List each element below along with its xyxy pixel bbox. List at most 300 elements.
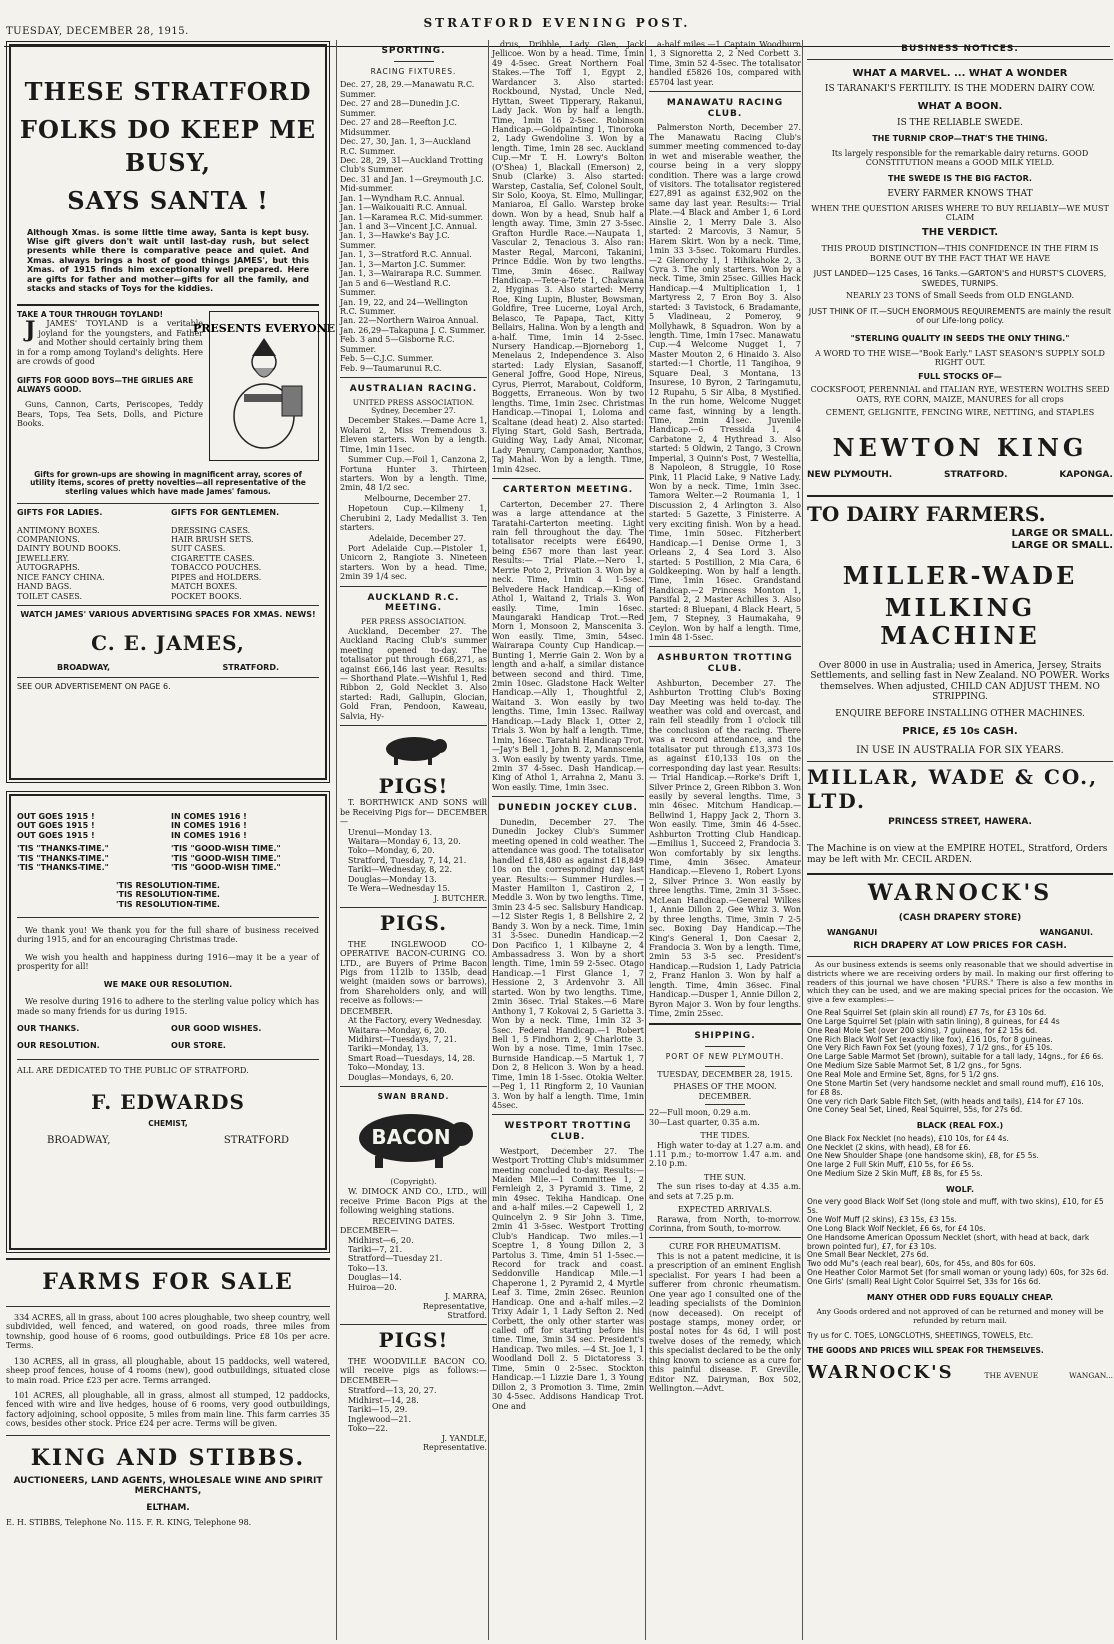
- distinction-line: THIS PROUD DISTINCTION—THIS CONFIDENCE IN THE FIRM IS BORNE OUT BY THE FACT THAT WE HAVE: [821, 244, 1099, 263]
- dimock-month: DECEMBER—: [340, 1226, 399, 1236]
- marra-name: J. MARRA,: [444, 1292, 487, 1302]
- ladies-heading: GIFTS FOR LADIES.: [17, 508, 103, 518]
- wanganui-right: WANGANUI.: [1039, 927, 1093, 937]
- list-item: Jan. 1 and 3—Vincent J.C. Annual.: [340, 222, 478, 232]
- moon-heading: PHASES OF THE MOON.: [673, 1082, 777, 1092]
- moon-line: 22—Full moon, 0.29 a.m.: [649, 1108, 751, 1118]
- list-item: Te Wera—Wednesday 15.: [348, 884, 450, 894]
- divider: [17, 503, 319, 504]
- aus-assoc: UNITED PRESS ASSOCIATION.: [352, 397, 475, 407]
- list-item: Midhirst—14, 28.: [348, 1395, 419, 1405]
- out-line: OUT GOES 1915 !: [17, 821, 95, 831]
- list-item: MATCH BOXES.: [171, 582, 238, 592]
- column-2: [336, 40, 487, 1640]
- list-item: Douglas—Monday 13.: [348, 874, 437, 884]
- warnocks-title: WARNOCK'S: [867, 880, 1053, 907]
- divider: [807, 956, 1113, 957]
- verdict-line: THE VERDICT.: [921, 226, 999, 238]
- list-item: Waitara—Monday, 6, 20.: [348, 1025, 447, 1035]
- pig-illustration-1: [340, 732, 487, 768]
- divider: [340, 377, 487, 378]
- divider: [17, 917, 319, 918]
- list-item: HAND BAGS.: [17, 582, 72, 592]
- gift-headings: [17, 508, 319, 517]
- thanks-line: 'TIS "THANKS-TIME.": [17, 853, 109, 863]
- gentlemen-heading: GIFTS FOR GENTLEMEN.: [171, 508, 280, 518]
- aus-para: Melbourne, December 27.: [364, 493, 471, 503]
- yandle-role: Representative.: [423, 1442, 487, 1452]
- our-thanks: OUR THANKS.: [17, 1024, 80, 1033]
- divider: [6, 1435, 330, 1436]
- list-item: Jan. 1, 3—Wairarapa R.C. Summer.: [340, 269, 482, 279]
- edwards-town: STRATFORD: [223, 1134, 289, 1146]
- receiving-dates: RECEIVING DATES.: [372, 1216, 455, 1226]
- resolution-line: 'TIS RESOLUTION-TIME.: [116, 890, 220, 900]
- woodville-list: [340, 1386, 487, 1433]
- list-item: Dec. 27, 28, 29.—Manawatu R.C. Summer.: [340, 80, 475, 99]
- resolution-time: [17, 881, 319, 909]
- divider: [340, 725, 487, 726]
- just-landed-line: JUST LANDED—125 Cases, 16 Tanks.—GARTON'S and HURST'S CLOVERS, SWEDES, TURNIPS.: [813, 269, 1107, 288]
- dedicated-text: ALL ARE DEDICATED TO THE PUBLIC OF STRATFORD.: [17, 1065, 249, 1075]
- princess-street: PRINCESS STREET, HAWERA.: [888, 817, 1032, 828]
- think-line: JUST THINK OF IT.—SUCH ENORMOUS REQUIREMENTS are mainly the result of our Life-long policy.: [808, 306, 1112, 326]
- farms-title: FARMS FOR SALE: [42, 1269, 294, 1295]
- divider: [17, 304, 319, 306]
- warnocks-towns: [807, 924, 1113, 941]
- racing-fixtures-heading: RACING FIXTURES.: [370, 66, 457, 76]
- large-small-2: LARGE OR SMALL.: [1011, 539, 1113, 551]
- king-stibbs-desc: AUCTIONEERS, LAND AGENTS, WHOLESALE WINE AND SPIRIT MERCHANTS,: [13, 1475, 323, 1497]
- inglewood-text: THE INGLEWOOD CO-OPERATIVE BACON-CURING CO. LTD., are Buyers of Prime Bacon Pigs from 112lb to 135lb, dead weight (maiden sows or barrows), from Shareholders only, and will receive as follows:—: [340, 939, 487, 1006]
- edwards-ad: [9, 794, 327, 1250]
- dunedin-text: Dunedin, December 27. The Dunedin Jockey Club's Summer meeting opened in cold weather. The attendance was good. The totalisator handled £18,480 as against £18,849 10s on the corresponding day last year. Results:— Summer Hurdles.—Master Hamilton 1, Castiron 2, I Meddle 3. Won by two lengths. Time, 3min 23 4-5 sec. Salisbury Handicap.—12 Sister Regis 1, 8 Bellshire 2, 2 Bandy 3. Won by a neck. Time, 1min 31 3-5sec. Dunedin Handicap.—2 Don Pacifico 1, 1 Kilbayne 2, 4 Ambassadress 3. Won by a short length. Time, 1min 59 2-5sec. Otago Handicap.—1 First Glance 1, 7 Hessione 2, 3 Ardenvohr 3. All started. Won by two lengths. Time, 2min 36sec. Trial Stakes.—6 Mare Anthony 1, 7 Kokovai 2, 5 Garietta 3. Won by a neck. Time, 1min 32 3-5sec. Federal Handicap.—1 Robert Bell 1, 5 Findhorn 2, 9 Charlotte 3. Won by a nose. Time, 1min 17sec. Burnside Handicap.—5 Martuk 1, 7 Don 2, 8 Helicon 3. Won by a head. Time, 1min 18 1-5sec. Otokia Welter.—Peg 1, 11 Ringform 2, 10 Vaunian 3. Won by half a length. Time, 1min 45sec.: [492, 817, 644, 1111]
- list-item: Midhirst—6, 20.: [348, 1235, 414, 1245]
- toys-list: Guns, Cannon, Carts, Periscopes, Teddy Bears, Tops, Tea Sets, Dolls, and Picture Books.: [17, 400, 203, 429]
- santa-icon: [192, 316, 336, 456]
- list-item: CIGARETTE CASES.: [171, 553, 255, 563]
- list-item: Stratford, Tuesday, 7, 14, 21.: [348, 855, 467, 865]
- list-item: SUIT CASES.: [171, 544, 226, 554]
- miller-wade-title: MILLER-WADE: [842, 560, 1078, 590]
- the-avenue: THE AVENUE: [984, 1370, 1039, 1380]
- wolf-heading: WOLF.: [945, 1184, 975, 1194]
- list-item: Dec. 28, 29, 31—Auckland Trotting Club's Summer.: [340, 155, 484, 175]
- list-item: Feb. 9—Taumarunui R.C.: [340, 363, 442, 373]
- list-item: One Large Squirrel Set (plain with satin lining), 8 guineas, for £4 4s: [807, 1016, 1060, 1026]
- list-item: Stratford—13, 20, 27.: [348, 1386, 437, 1396]
- column-3: [488, 40, 644, 1640]
- list-item: TOBACCO POUCHES.: [171, 563, 262, 573]
- moon-line: 30—Last quarter, 0.35 a.m.: [649, 1117, 760, 1127]
- town-stratford: STRATFORD.: [943, 469, 1008, 480]
- list-item: Jan. 1—Waikouaiti R.C. Annual.: [340, 203, 468, 213]
- black-fox-heading: BLACK (REAL FOX.): [916, 1121, 1004, 1131]
- list-item: One Handsome American Opossum Necklet (short, with head at back, dark brown pointed fur), £7, for £3 10s.: [807, 1232, 1090, 1251]
- divider: [17, 605, 319, 606]
- auckland-rc-heading: AUCKLAND R.C. MEETING.: [367, 592, 460, 614]
- machine-view-text: The Machine is on view at the EMPIRE HOTEL, Stratford, Orders may be left with Mr. CECIL ARDEN.: [807, 844, 1108, 865]
- list-item: Tariki—Wednesday, 8, 22.: [348, 865, 453, 875]
- sterling-line: "STERLING QUALITY IN SEEDS THE ONLY THING.": [850, 333, 1070, 343]
- list-item: DRESSING CASES.: [171, 525, 251, 535]
- list-item: One Stone Martin Set (very handsome necklet and small round muff), £16 10s, for £8 8s.: [807, 1078, 1104, 1097]
- moon-month: DECEMBER.: [698, 1091, 752, 1101]
- gift-lists: [17, 526, 319, 602]
- santa-intro: Although Xmas. is some little time away, Santa is kept busy. Wise gift givers don't wait until last-day rush, but select presents while there is comparative peace and quiet. And Xmas. always brings a host of good things JAMES', but this Xmas. of 1915 finds him exceptionally well prepared. Here are gifts for father and mother—gifts for all the family, and stacks and stacks of Toys for the kiddies.: [27, 227, 309, 294]
- edwards-address: [17, 1129, 319, 1147]
- australian-racing-heading: AUSTRALIAN RACING.: [349, 384, 478, 395]
- list-item: Douglas—Mondays, 6, 20.: [348, 1072, 454, 1082]
- list-item: Jan. 26,29—Takapuna J. C. Summer.: [340, 325, 486, 335]
- arrivals-text: Rarawa, from North, to-morrow. Corinna, from South, to-morrow.: [649, 1214, 801, 1234]
- list-item: Jan. 1, 3—Hawke's Bay J.C. Summer.: [340, 231, 450, 250]
- big-factor-line: THE SWEDE IS THE BIG FACTOR.: [888, 173, 1032, 183]
- wanganui-foot: WANGAN...: [1069, 1370, 1113, 1380]
- list-item: One large 2 Full Skin Muff, £10 5s, for £6 5s.: [807, 1160, 974, 1170]
- list-item: Jan 5 and 6—Westland R.C. Summer.: [340, 278, 451, 298]
- farm-listing: 130 ACRES, all in grass, all ploughable, about 15 paddocks, well watered, sheep proof fences, house of 4 rooms (new), good outbuildings, situated close to main road. Price £23 per acre. Terms arranged.: [6, 1356, 330, 1385]
- rheumatism-heading: CURE FOR RHEUMATISM.: [669, 1242, 781, 1252]
- tides-text: High water to-day at 1.27 a.m. and 1.11 p.m.; to-morrow 1.47 a.m. and 2.10 p.m.: [649, 1140, 801, 1169]
- divider: [340, 586, 487, 587]
- pigs-title-1: PIGS!: [378, 773, 449, 798]
- fixtures-list: [340, 80, 487, 373]
- grownups-text: Gifts for grown-ups are showing in magnificent array, scores of utility items, scores of pretty novelties—all representative of the sterling values which have made James' famous.: [30, 469, 306, 497]
- try-us-text: Try us for C. TOES, LONGCLOTHS, SHEETINGS, TOWELS, Etc.: [807, 1330, 1034, 1340]
- santa-title-1: THESE STRATFORD: [24, 77, 312, 106]
- list-item: Urenui—Monday 13.: [348, 827, 432, 837]
- list-item: Tariki—7, 21.: [348, 1244, 403, 1254]
- enquire-line: ENQUIRE BEFORE INSTALLING OTHER MACHINES.: [835, 709, 1085, 720]
- divider: [340, 907, 487, 908]
- in-comes: [171, 812, 319, 840]
- turnip-line: THE TURNIP CROP—THAT'S THE THING.: [872, 134, 1048, 144]
- divider: [807, 761, 1113, 762]
- aus-dateline: Sydney, December 27.: [371, 406, 456, 416]
- resolve-text: We resolve during 1916 to adhere to the sterling value policy which has made so many friends for us during 1915.: [17, 997, 319, 1016]
- list-item: TOILET CASES.: [17, 591, 83, 601]
- list-item: One Real Squirrel Set (plain skin all round) £7 7s, for £3 10s 6d.: [807, 1008, 1047, 1018]
- list-item: Stratford—Tuesday 21.: [348, 1254, 443, 1264]
- column-4: [645, 40, 801, 1640]
- furs-list: [807, 1009, 1113, 1115]
- list-item: HAIR BRUSH SETS.: [171, 535, 254, 545]
- full-stocks-line: FULL STOCKS OF—: [918, 371, 1002, 381]
- price-line: PRICE, £5 10s CASH.: [902, 725, 1018, 737]
- borthwick-list: [340, 828, 487, 894]
- wanganui-left: WANGANUI: [827, 927, 878, 937]
- inglewood-list: [340, 1016, 487, 1082]
- wish-line: 'TIS "GOOD-WISH TIME.": [171, 853, 281, 863]
- divider: [649, 1237, 801, 1238]
- james-address: [17, 663, 319, 672]
- ashburton-heading: ASHBURTON TROTTING CLUB.: [657, 653, 793, 675]
- thanks-line: 'TIS "THANKS-TIME.": [17, 844, 109, 854]
- list-item: One Real Mole Set (over 200 skins), 7 guineas, for £2 15s 6d.: [807, 1025, 1038, 1035]
- westport-heading: WESTPORT TROTTING CLUB.: [504, 1121, 632, 1143]
- wish-line: 'TIS "GOOD-WISH TIME.": [171, 863, 281, 873]
- list-item: Jan. 19, 22, and 24—Wellington R.C. Summer.: [340, 297, 468, 316]
- divider: [807, 59, 1113, 60]
- list-item: Dec. 27, 30, Jan. 1, 3—Auckland R.C. Summer.: [340, 137, 471, 156]
- santa-label-text: PRESENTS EVERYONE: [192, 321, 336, 335]
- list-item: One Wolf Muff (2 skins), £3 15s, £3 15s.: [807, 1215, 957, 1225]
- list-item: One Necklet (2 skins, with head), £8 for £6.: [807, 1142, 971, 1152]
- cash-drapery: (CASH DRAPERY STORE): [898, 913, 1022, 924]
- list-item: One Girls' (small) Real Light Color Squirrel Set, 33s for 16s 6d.: [807, 1276, 1041, 1286]
- any-goods-text: Any Goods ordered and not approved of can be returned and money will be refunded by return mail.: [816, 1307, 1104, 1326]
- town-kaponga: KAPONGA.: [1059, 469, 1113, 480]
- manawatu-heading: MANAWATU RACING CLUB.: [666, 98, 784, 119]
- yandle-name: J. YANDLE,: [441, 1433, 487, 1443]
- tour-heading: TAKE A TOUR THROUGH TOYLAND!: [17, 309, 164, 319]
- borthwick-text: T. BORTHWICK AND SONS will be Receiving Pigs for— DECEMBER—: [340, 798, 487, 827]
- dimock-text: W. DIMOCK AND CO., LTD., will receive Prime Bacon Pigs at the following weighing stations.: [340, 1187, 487, 1216]
- make-resolution: WE MAKE OUR RESOLUTION.: [103, 979, 233, 989]
- divider: [17, 1059, 319, 1060]
- divider: [492, 478, 644, 479]
- westport-text: Westport, December 27. The Westport Trotting Club's midsummer meeting concluded to-day. Results:— Maiden Mile.—1 Committee 1, 2 Fernleigh 2, 3 Pyramid 3. Time, 2 min 49sec. Tekiha Handicap. One and a-half miles.—2 Capewell 1, 2 Quincelyn 2. 9 Sir John 3. Time, 2min 41 3-5sec. Westport Trotting Club's Handicap. Two miles.—1 Sceptre 1, 8 Young Dillon 2, 3 Partolus 3. Time, 4min 51 1-5sec.—Record for track and coast. Seddonville Handicap Mile.—1 Chaperone 1, 2 Pyramid 2, 4 Myrtle Leaf 3. Time, 2min 26sec. Reunion Handicap. One and a-half miles.—2 Trixy Adair 1, 1 Lady Sefton 2. Ned Corbett, the only other starter was called off for starting before his time. Time, 3min 34 sec. President's Handicap. Two miles. —4 St. Joe 1, 1 Woodland Doll 2. 5 Dictatoress 3. Time, 5min 0 2-5sec. Stockton Handicap.—1 Lizzie Dare 1, 3 Young Dillon 2, 3 Promotion 3. Time, 2min 30 4-5sec. Addisons Handicap Trot. One and: [492, 1146, 644, 1411]
- wish-you-text: We wish you health and happiness during 1916—may it be a year of prosperity for all!: [17, 952, 319, 972]
- akl-text: Auckland, December 27. The Auckland Racing Club's summer meeting opened to-day. The totalisator put through £68,271, as against £66,146 last year. Results:— Shorthand Plate.—Wishful 1, Red Ribbon 2, Gold Necklet 3. Also started: Radi, Gallupin, Glocian, Gold Fran, Pendoon, Kaweau, Salvia, Hy-: [340, 626, 487, 721]
- divider: [649, 1023, 801, 1025]
- edwards-street: BROADWAY,: [47, 1134, 111, 1146]
- inglewood-month: DECEMBER.: [340, 1006, 393, 1016]
- sun-text: The sun rises to-day at 4.35 a.m. and sets at 7.25 p.m.: [649, 1182, 801, 1201]
- santa-illustration: [192, 311, 336, 461]
- fertility-line: IS TARANAKI'S FERTILITY. IS THE MODERN DAIRY COW.: [824, 84, 1096, 95]
- divider: [340, 1324, 487, 1325]
- divider: [649, 91, 801, 92]
- divider: [705, 1046, 745, 1047]
- list-item: COMPANIONS.: [17, 535, 80, 545]
- list-item: Tariki—15, 29.: [348, 1405, 408, 1415]
- issue-date: TUESDAY, DECEMBER 28, 1915.: [6, 26, 189, 37]
- list-item: One Coney Seal Set, Lined, Real Squirrel, 55s, for 27s 6d.: [807, 1105, 1023, 1115]
- list-item: Toko—Monday, 13.: [348, 1063, 425, 1073]
- marra-role: Representative,: [423, 1301, 487, 1311]
- largely-line: Its largely responsible for the remarkable dairy returns. GOOD CONSTITUTION means a GOOD MILK YIELD.: [831, 148, 1089, 168]
- in-line: IN COMES 1916 !: [171, 812, 247, 821]
- divider: [17, 677, 319, 678]
- list-item: Feb. 3 and 5—Gisborne R.C. Summer.: [340, 335, 455, 354]
- watch-notice: WATCH JAMES' VARIOUS ADVERTISING SPACES FOR XMAS. NEWS!: [20, 610, 316, 620]
- list-item: Waitara—Monday 6, 13, 20.: [348, 836, 461, 846]
- see-ad: SEE OUR ADVERTISEMENT ON PAGE 6.: [17, 681, 171, 691]
- list-item: Feb. 5—C.J.C. Summer.: [340, 354, 434, 364]
- wish-time: [171, 844, 319, 872]
- large-small-1: LARGE OR SMALL.: [1011, 528, 1113, 540]
- james-santa-ad: [9, 44, 336, 780]
- resolution-line: 'TIS RESOLUTION-TIME.: [116, 899, 220, 909]
- millar-wade-co: MILLAR, WADE & CO., LTD.: [807, 765, 1099, 813]
- divider: [6, 1258, 330, 1260]
- santa-title-2: FOLKS DO KEEP ME BUSY,: [19, 115, 317, 177]
- goods-prices-text: THE GOODS AND PRICES WILL SPEAK FOR THEMSELVES.: [807, 1345, 1044, 1355]
- james-firm-name: C. E. JAMES,: [91, 630, 245, 655]
- list-item: Smart Road—Tuesdays, 14, 28.: [348, 1053, 476, 1063]
- list-item: Inglewood—21.: [348, 1414, 412, 1424]
- list-item: One Medium Size Sable Marmot Set, 8 1/2 gns., for 5gns.: [807, 1061, 1022, 1071]
- swede-line: IS THE RELIABLE SWEDE.: [897, 117, 1023, 128]
- shipping-heading: SHIPPING.: [694, 1031, 756, 1042]
- milking-machine-title: MILKING MACHINE: [880, 593, 1040, 651]
- column-5: [802, 40, 1113, 1640]
- our-store: OUR STORE.: [171, 1041, 226, 1051]
- list-item: DAINTY BOUND BOOKS.: [17, 544, 121, 554]
- westport-continued: a-half miles.—1 Captain Woodburn 1, 3 Signoretta 2, 2 Ned Corbett 3. Time, 3min 52 4-5sec. The totalisator handled £5826 10s, compared with £5704 last year.: [649, 40, 801, 87]
- divider: [394, 61, 434, 62]
- furs-intro: As our business extends is seems only reasonable that we should advertise in districts where we are receiving orders by mail. In making our first offering to readers of this journal we have chosen "FURS." There is also a few months in which they can be used, and we are making special prices for the occasion. We give a few examples:—: [807, 959, 1113, 1005]
- divider: [492, 796, 644, 797]
- every-farmer-line: EVERY FARMER KNOWS THAT: [887, 189, 1033, 200]
- sun-heading: THE SUN.: [704, 1172, 746, 1182]
- list-item: One Rich Black Wolf Set (exactly like fox), £16 10s, for 8 guineas.: [807, 1034, 1053, 1044]
- bacon-pig-illustration: [340, 1108, 487, 1172]
- dairy-farmers-heading: TO DAIRY FARMERS.: [807, 501, 1046, 526]
- akl-assoc: PER PRESS ASSOCIATION.: [360, 616, 467, 626]
- thanks-line: 'TIS "THANKS-TIME.": [17, 863, 109, 873]
- list-item: Toko—22.: [348, 1424, 388, 1434]
- divider: [6, 1306, 330, 1307]
- farm-listing: 101 ACRES, all ploughable, all in grass, almost all stumped, 12 paddocks, fenced with wire and live hedges, house of 6 rooms, very good outbuildings, factory adjoining, school opposite, 5 miles from main line. This farm carries 35 cows, besides other stock. Price £24 per acre. Terms will be given.: [6, 1391, 330, 1429]
- gentlemen-list: [171, 526, 319, 602]
- edwards-role: CHEMIST,: [148, 1118, 188, 1128]
- list-item: Jan. 1—Karamea R.C. Mid-summer.: [340, 212, 483, 222]
- pigs-title-2: PIGS.: [379, 911, 448, 936]
- list-item: NICE FANCY CHINA.: [17, 572, 105, 582]
- list-item: POCKET BOOKS.: [171, 591, 242, 601]
- divider: [649, 646, 801, 647]
- masthead: [0, 12, 1114, 37]
- over-8000-text: Over 8000 in use in Australia; used in America, Jersey, Straits Settlements, and selling fast in New Zealand. NO POWER. Works themselves. When adjusted, CHILD CAN ADJUST THEM. NO STRIPPING.: [810, 660, 1110, 703]
- divider: [807, 873, 1113, 875]
- list-item: One Very Rich Fawn Fox Set (young foxes), 7 1/2 gns., for £5 10s.: [807, 1043, 1053, 1053]
- newspaper-title: STRATFORD EVENING POST.: [423, 16, 691, 30]
- cement-line: CEMENT, GELIGNITE, FENCING WIRE, NETTING, and STAPLES: [825, 408, 1095, 418]
- newton-king-towns: [807, 470, 1113, 481]
- james-town: STRATFORD.: [222, 663, 279, 673]
- aus-para: Hopetoun Cup.—Kilmeny 1, Cherubini 2, Lady Medallist 3. Ten starters.: [340, 504, 487, 533]
- list-item: One Heather Color Marmot Set (for small woman or young lady) 60s, for 32s 6d.: [807, 1268, 1109, 1278]
- list-item: One Long Black Wolf Necklet, £6 6s, for £4 10s.: [807, 1223, 986, 1233]
- warnocks-foot-name: WARNOCK'S: [807, 1361, 954, 1383]
- list-item: Huiroa—20.: [348, 1282, 397, 1292]
- out-line: OUT GOES 1915 !: [17, 812, 95, 821]
- manawatu-text: Palmerston North, December 27. The Manawatu Racing Club's summer meeting commenced to-day in wet and miserable weather, the course being in a very sloppy condition. There was a large crowd of visitors. The totalisator registered £27,891 as against £32,902 on the same day last year. Results:— Trial Plate.—4 Black and Amber 1, 6 Lord Ainslie 2, 1 Merry Dale 3. Also started: 2 Marcovis, 3 Namur, 5 Harem Skirt. Won by a neck. Time, 1min 33 3-5sec. Tokomaru Hurdles.—2 Glenorchy 1, 1 Hihikahoke 2, 3 Cyra 3. The only starters. Won by a neck. Time, 3min 25sec. Gillies Hack Handicap.—4 Multiplication 1, 1 Martyress 2, 7 Eron Boy 3. Also started: 3 Tavistock, 6 Bradamante, 5 Vladineau, 2 Pomeroy, 9 Mollyhawk, 8 Squadron. Won by a length. Time, 1min 17sec. Manawatu Cup.—4 Welcome Nugget 1, 7 Master Mouton 2, 6 Hinaido 3. Also started:—1 Chortle, 11 Tangihoa, 9 Square Deal, 3 Montana, 13 Insurese, 10 Byron, 2 Taringamutu, 12 Rupahu, 5 Sir Alba, 8 Mystified. In the run home, Welcome Nugget came fast, winning by a length. Time, 2min 41sec. Juvenile Handicap.—6 Tressida 1, 4 Carbatone 2, 4 Hythread 3. Also started: 5 Oldwin, 2 Tango, 3 Crown Imperial, 3 Quinn's Post, 7 Westellia, 8 Napoleon, 8 Struggle, 10 Rose Pink, 11 Placid Lake, 9 Native Lady. Won by a neck. Time, 1min 3sec. Tamora Welter.—2 Roumania 1, 1 Discussion 2, 4 Arlington 3. Also started: 5 Gazette, 3 Finisterre. A very exciting finish. Won by a head. Time, 1min 50sec. Fitzherbert Handicap.—1 Denise Orme 1, 3 Orleans 2, 4 Sea Lord 3. Also started: 5 Postillion, 2 Mia Cara, 6 Goldkeeping. Won by half a length. Time, 1min 16sec. Grandstand Handicap.—2 Princess Monton 1, Parsifal 2, 2 Master Achilles 3. Also started: 8 Bluepani, 4 Black Heart, 5 Jem, 7 Stepney, 3 Haumakaha, 9 Ceylon. Won by half a length. Time, 1min 48 1-5sec.: [649, 123, 801, 643]
- woodville-text: THE WOODVILLE BACON CO. will receive pigs as follows:— DECEMBER—: [340, 1357, 487, 1385]
- gifts-boys-heading: GIFTS FOR GOOD BOYS—THE GIRLIES ARE ALWAYS GOOD.: [17, 375, 194, 394]
- list-item: Toko—Monday, 6, 20.: [348, 846, 435, 856]
- list-item: One very good Black Wolf Set (long stole and muff, with two skins), £10, for £5 5s.: [807, 1197, 1104, 1216]
- list-item: One Large Sable Marmot Set (brown), suitable for a tall lady, 14gns., for £6 6s.: [807, 1052, 1104, 1062]
- divider: [492, 1114, 644, 1115]
- our-good-wishes: OUR GOOD WISHES.: [171, 1024, 262, 1033]
- boon-line: WHAT A BOON.: [917, 101, 1003, 113]
- many-other-furs: MANY OTHER ODD FURS EQUALLY CHEAP.: [866, 1292, 1054, 1302]
- list-item: Two odd Mu"s (each real bear), 60s, for 45s, and 80s for 60s.: [807, 1259, 1036, 1269]
- warnocks-footer: [807, 1362, 1113, 1383]
- thanks-wish-block: [17, 844, 319, 872]
- list-item: ANTIMONY BOXES.: [17, 525, 100, 535]
- port-heading: PORT OF NEW PLYMOUTH.: [665, 1052, 785, 1062]
- list-item: PIPES and HOLDERS.: [171, 572, 262, 582]
- yandle-sign: [340, 1434, 487, 1453]
- resolution-line: 'TIS RESOLUTION-TIME.: [116, 880, 220, 890]
- cocksfoot-line: COCKSFOOT, PERENNIAL and ITALIAN RYE, WESTERN WOLTHS SEED OATS, RYE CORN, MAIZE, MANURES for all crops: [810, 385, 1110, 404]
- list-item: Midhirst—Tuesdays, 7, 21.: [348, 1035, 457, 1044]
- list-item: Dec. 27 and 28—Reefton J.C. Midsummer.: [340, 118, 457, 137]
- tides-heading: THE TIDES.: [700, 1131, 750, 1141]
- list-item: Jan. 1, 3—Stratford R.C. Annual.: [340, 250, 472, 260]
- wolf-list: [807, 1198, 1113, 1286]
- out-goes: [17, 812, 165, 840]
- thank-you-text: We thank you! We thank you for the full share of business received during 1915, and for an encouraging Christmas trade.: [17, 925, 319, 945]
- list-item: AUTOGRAPHS.: [17, 563, 80, 573]
- rheumatism-text: This is not a patent medicine, it is a prescription of an eminent English specialist. For years I had been a sufferer from chronic rheumatism. One year ago I consulted one of the leading specialists of the Dominion (now deceased). On receipt of postage stamps, money order, or postal notes for 4s 6d, I will post twelve doses of the remedy, which this specialist declared to be the only thing known to science as a cure for this painful disease. F. Greville, Editor NZ. Dairyman, Box 502, Wellington.—Advt.: [649, 1251, 801, 1394]
- list-item: Jan. 22—Northern Wairoa Annual.: [340, 316, 479, 326]
- list-item: Tariki—Monday, 13.: [348, 1044, 429, 1054]
- nearly-line: NEARLY 23 TONS of Small Seeds from OLD ENGLAND.: [846, 291, 1074, 301]
- thanks-row: [17, 1024, 319, 1033]
- list-item: One Small Bear Necklet, 27s 6d.: [807, 1250, 929, 1260]
- aus-para: Adelaide, December 27.: [368, 533, 467, 543]
- farm-listing: 334 ACRES, all in grass, about 100 acres ploughable, two sheep country, well subdivided, well fenced, and watered, on good roads, three miles from township, good house of 6 rooms, good outbuildings. Price £8 10s per acre. Terms.: [6, 1312, 330, 1351]
- arrivals-heading: EXPECTED ARRIVALS.: [677, 1205, 773, 1215]
- list-item: One New Shoulder Shape (one handsome skin), £8, for £5 5s.: [807, 1151, 1039, 1161]
- list-item: JEWELLERY.: [17, 553, 70, 563]
- town-new-plymouth: NEW PLYMOUTH.: [807, 469, 893, 480]
- king-stibbs-firm: KING AND STIBBS.: [30, 1444, 306, 1471]
- black-fox-list: [807, 1135, 1113, 1179]
- list-item: One very rich Dark Sable Fitch Set, (with heads and tails), £14 for £7 10s.: [807, 1096, 1084, 1106]
- divider: [340, 1086, 487, 1087]
- carterton-heading: CARTERTON MEETING.: [502, 485, 634, 496]
- divider: [705, 1104, 745, 1105]
- king-stibbs-town: ELTHAM.: [146, 1502, 190, 1513]
- aus-para: Summer Cup.—Foil 1, Canzona 2, Fortuna Hunter 3. Thirteen starters. Won by a length. Time, 2min, 48 1/2 sec.: [340, 455, 487, 493]
- dunedin-heading: DUNEDIN JOCKEY CLUB.: [498, 803, 638, 814]
- rich-drapery: RICH DRAPERY AT LOW PRICES FOR CASH.: [853, 941, 1067, 952]
- list-item: Dec. 31 and Jan. 1—Greymouth J.C. Mid-summer.: [340, 174, 484, 194]
- list-item: One Black Fox Necklet (no heads), £10 10s, for £4 4s.: [807, 1133, 1009, 1143]
- butcher-sign: J. BUTCHER.: [433, 893, 487, 903]
- aus-para: December Stakes.—Dame Acre 1, Wolaroi 2, Miss Tremendous 3. Eleven starters. Won by a length. Time, 1min 11sec.: [340, 416, 487, 454]
- pig-icon: [374, 732, 454, 766]
- dimock-list: [340, 1236, 487, 1293]
- sporting-heading: SPORTING.: [381, 46, 446, 56]
- edwards-firm: F. EDWARDS: [91, 1090, 245, 1115]
- list-item: One Medium Size 2 Skin Muff, £8 8s, for £5 5s.: [807, 1169, 983, 1179]
- shipping-date: TUESDAY, DECEMBER 28, 1915.: [657, 1069, 793, 1079]
- james-street: BROADWAY,: [57, 663, 111, 673]
- auckland-results: drus, Dribble, Lady Glen, Jack Jellicoe. Won by a head. Time, 1min 49 4-5sec. Great Northern Foal Stakes.—The Toff 1, Egypt 2, Wardancer 3. Also started: Rockbound, Nystad, Uncle Ned, Hyttan, Sweet Tipperary, Rakanui, Lady Jack. Won by half a length. Time, 1min 16 2-5sec. Robinson Handicap.—Goldpainting 1, Tinoroka 2, Lady Gwendoline 3. Won by a length. Time, 1min 28 sec. Auckland Cup.—Mr T. H. Lowry's Bolton (O'Shea) 1, Blackall (Emerson) 2, Snub (Clarke) 3. Also started: Warstep, Castalia, Sef, Colonel Soult, Sir Solo, Kooya, St. Elmo, Mullingar, Maniaroa, El Gallo. Warstep broke down. Won by a head, Snub half a length away. Time, 3min 27 3-5sec. Grafton Hurdle Race.—Naupata 1, Vascular 2, Tenacious 3. Also ran: Master Regal, Marconi, Takanini, Prince Eddie. Won by two lengths. Time, 3min 46sec. Railway Handicap.—Tete-a-Tete 1, Chakwana 2, Hyginas 3. Also started: Merry Roe, King Lupin, Bluster, Bowsman, Goldfire, Tree Lucerne, Loyal Arch, Belasco, Te Papapa, Tact, Kitty Bellairs, Halina. Won by a length and a-half. Time, 1min 14 2-5sec. Nursery Handicap.—Bjorneborg 1, Menelaus 2, Independence 3. Also started: Lady Elysian, Sasanoff, General Joffre, Good Hope, Nireus, Cyrus, Pierrot, Marabout, Coldform, Boggetts, Erraneous. Won by two lengths. Time, 1min 2sec. Christmas Handicap.—Tinopai 1, Loloma and Scaltane (dead heat) 2. Also started: Flying Start, Gold Sash, Bertrada, Guiding Way, Lady Amai, Nicomar, Lady Penury, Camponador, Xanthos, Taj Mahal. Won by a length. Time, 1min 42sec.: [492, 40, 644, 474]
- marra-sign: [340, 1292, 487, 1320]
- newton-king-firm: NEWTON KING: [832, 432, 1088, 462]
- tour-text-body: JAMES' TOYLAND is a veritable joyland for the youngsters, and Father and Mother should certainly bring them in for a romp among Toyland's delights. Here are crowds of good: [17, 319, 203, 367]
- list-item: One Real Mole and Ermine Set, 8gns, for 5 1/2 gns.: [807, 1070, 999, 1080]
- marra-town: Stratford.: [447, 1311, 487, 1320]
- wish-line: 'TIS "GOOD-WISH TIME.": [171, 844, 281, 854]
- our-resolution: OUR RESOLUTION.: [17, 1041, 100, 1051]
- list-item: At the Factory, every Wednesday.: [348, 1016, 482, 1026]
- word-line: A WORD TO THE WISE—"Book Early." LAST SEASON'S SUPPLY SOLD RIGHT OUT.: [815, 348, 1105, 368]
- thanks-time: [17, 844, 165, 872]
- column-1: [6, 40, 336, 1640]
- king-stibbs-contact: E. H. STIBBS, Telephone No. 115. F. R. KING, Telephone 98.: [6, 1517, 252, 1527]
- list-item: Douglas—14.: [348, 1273, 402, 1283]
